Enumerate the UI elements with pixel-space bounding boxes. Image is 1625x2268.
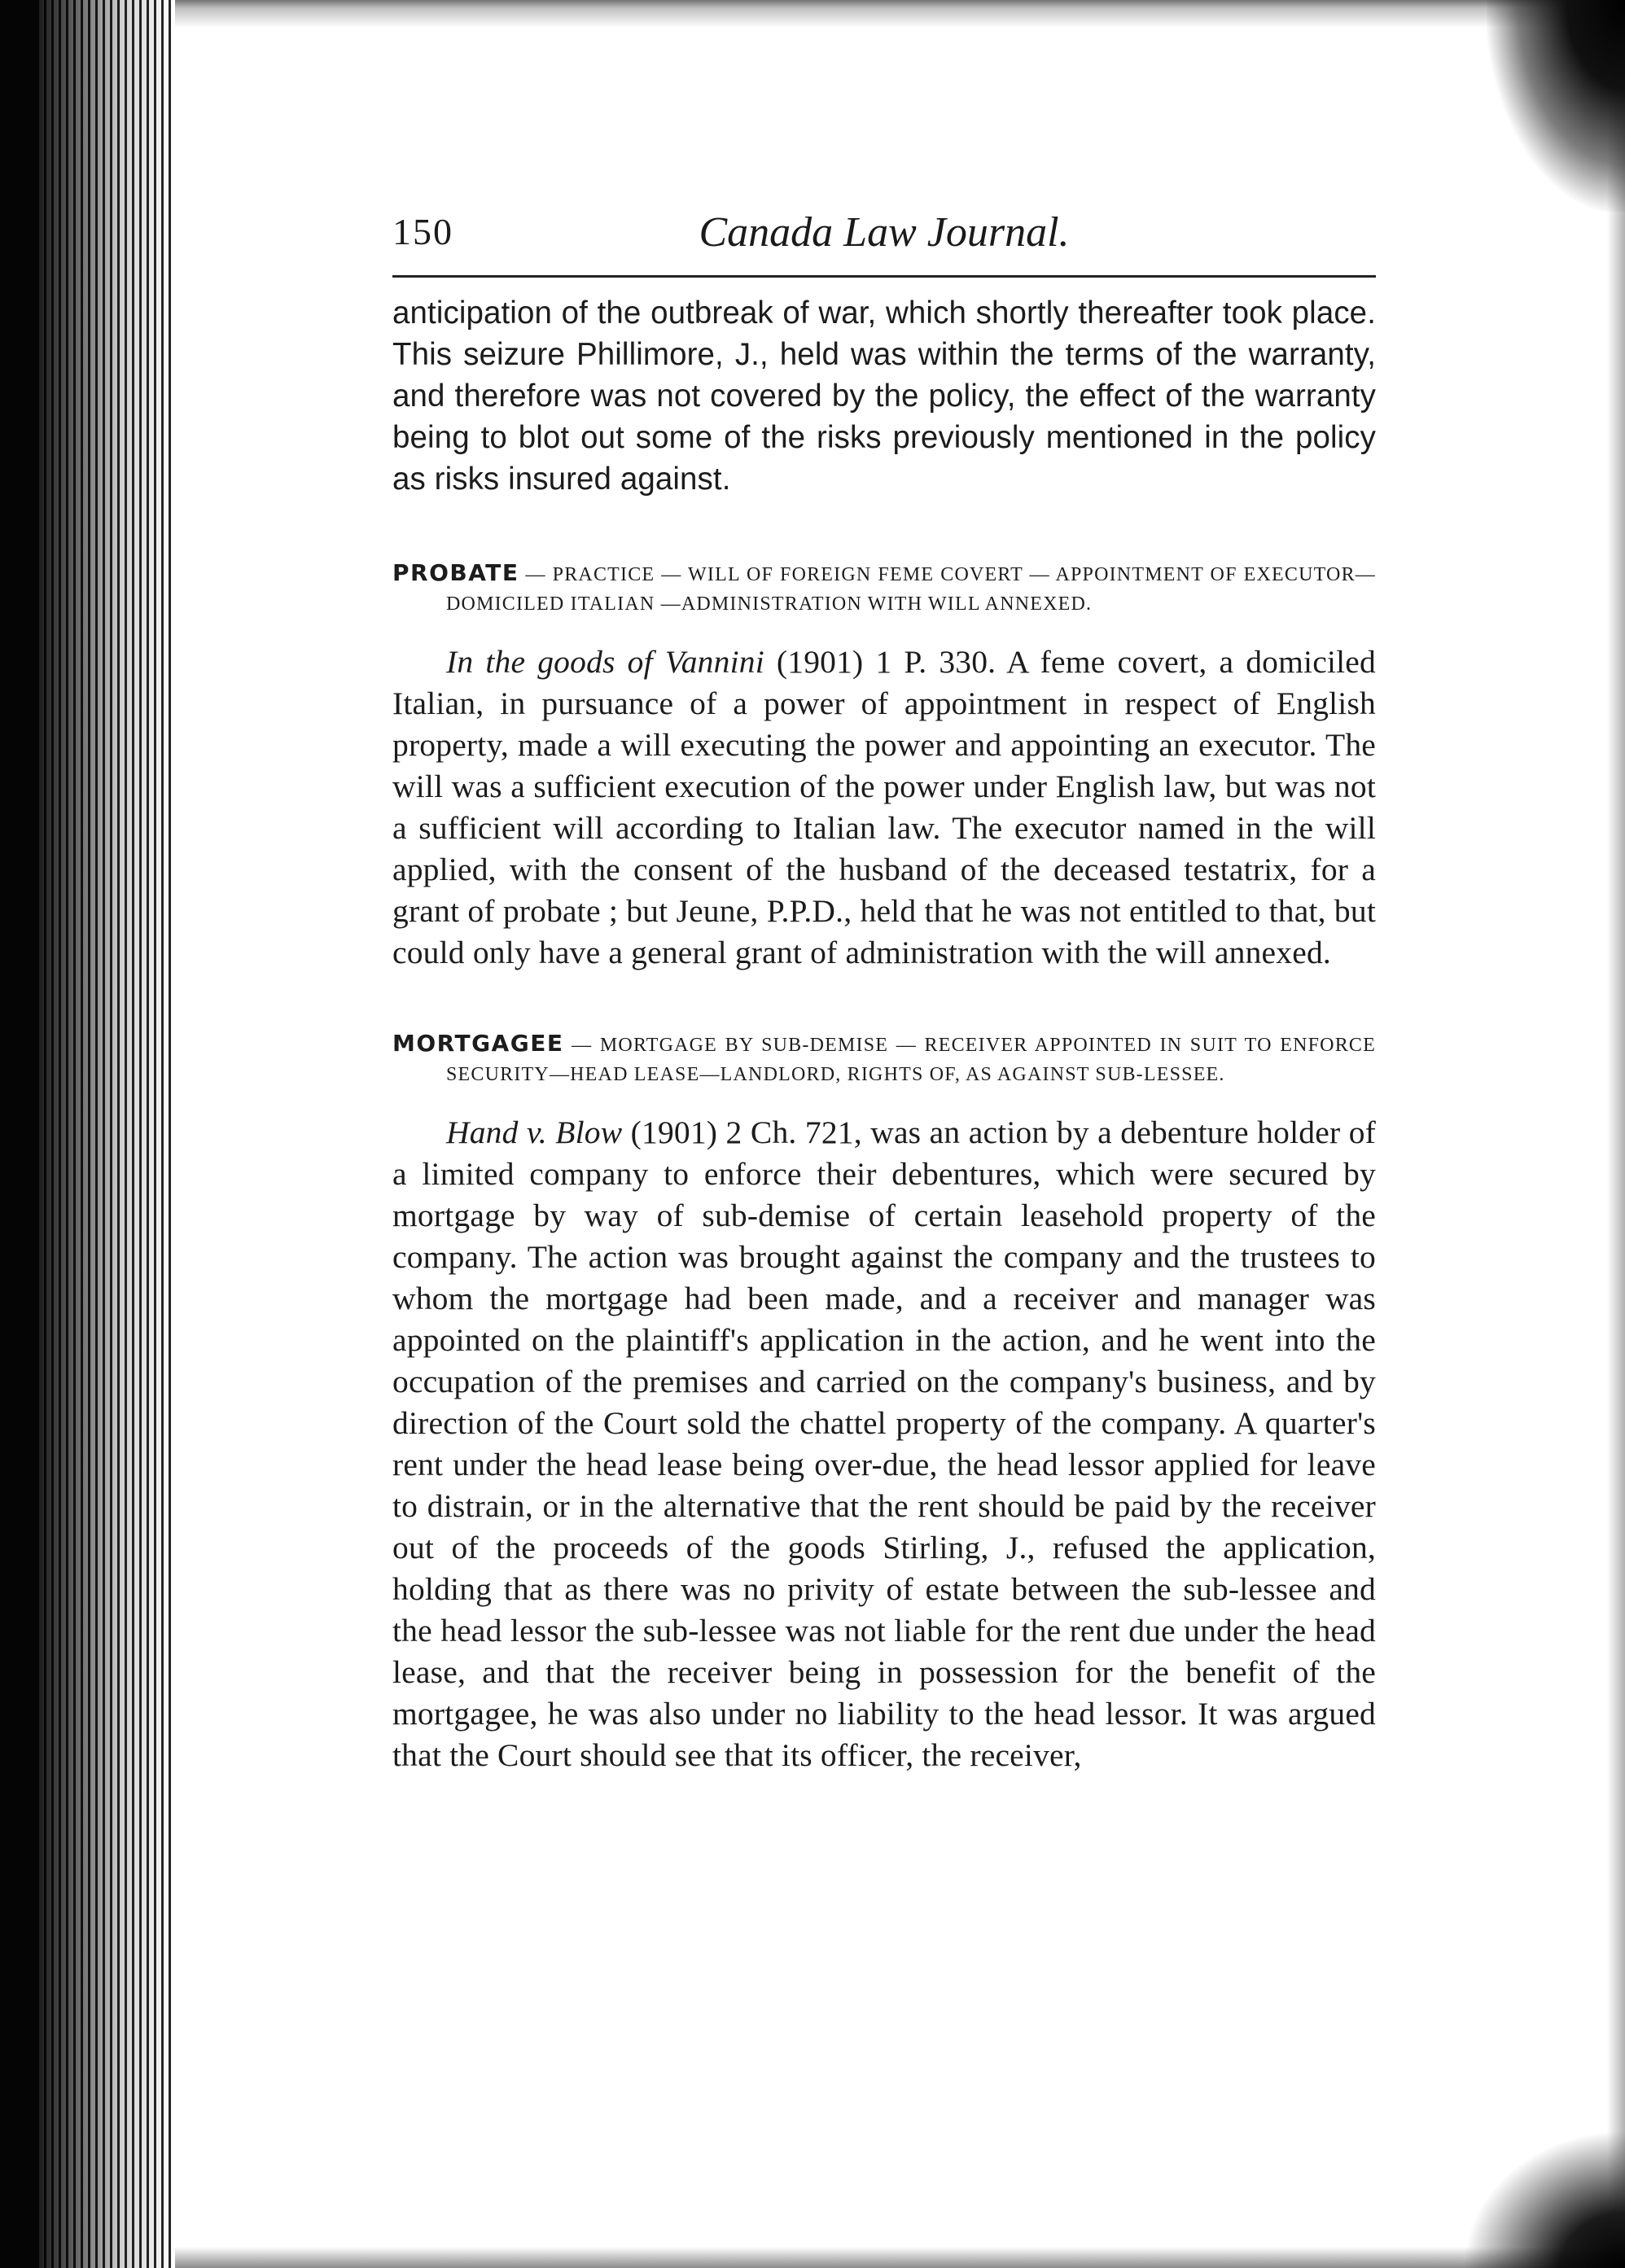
scan-corner-top-right [1487,0,1625,212]
headnote-keyword: PROBATE [392,559,519,586]
paragraph-continued: anticipation of the outbreak of war, which shortly thereafter took place. This seizure Phillimore, J., held was within the terms of the warranty, and therefore was not covered by the policy, the effect of the warranty being to blot out some of the risks previously mentioned in the policy as risks insured against. [392,296,1376,497]
headnote-mortgagee [392,1029,1376,1089]
journal-title: Canada Law Journal. [699,209,1070,256]
case-citation: (1901) 2 Ch. 721, [630,1114,862,1150]
running-head [392,204,1376,278]
case-citation: (1901) 1 P. 330. [776,644,996,680]
page-number: 150 [392,211,453,252]
case-name: Hand v. Blow [446,1114,623,1150]
scan-binding-edge [0,0,39,2268]
headnote-text: — MORTGAGE BY SUB-DEMISE — RECEIVER APPOINTED IN SUIT TO ENFORCE SECURITY—HEAD LEASE—LANDLORD, RIGHTS OF, AS AGAINST SUB-LESSEE. [446,1035,1376,1085]
case-text: A feme covert, a domiciled Italian, in pursuance of a power of appointment in respect of English property, made a will executing the power and appointing an executor. The will was a sufficient execution of the power under English law, but was not a sufficient will according to Italian law. The executor named in the will applied, with the consent of the husband of the deceased testatrix, for a grant of probate ; but Jeune, P.P.D., held that he was not entitled to that, but could only have a general grant of administration with the will annexed. [392,644,1376,970]
scan-right-edge [1607,0,1625,2268]
case-paragraph-vannini [392,641,1376,974]
headnote-text: — PRACTICE — WILL OF FOREIGN FEME COVERT — APPOINTMENT OF EXECUTOR—DOMICILED ITALIAN —ADMINISTRATION WITH WILL ANNEXED. [446,564,1376,615]
case-paragraph-hand-v-blow [392,1112,1376,1776]
case-text: was an action by a debenture holder of a limited company to enforce their debentures, which were secured by mortgage by way of sub-demise of certain leasehold property of the company. The action was brought against the company and the trustees to whom the mortgage had been made, and a receiver and manager was appointed on the plaintiff's application in the action, and he went into the occupation of the premises and carried on the company's business, and by direction of the Court sold the chattel property of the company. A quarter's rent under the head lease being over-due, the head lessor applied for leave to distrain, or in the alternative that the rent should be paid by the receiver out of the proceeds of the goods Stirling, J., refused the application, holding that as there was no privity of estate between the sub-lessee and the head lessor the sub-lessee was not liable for the rent due under the head lease, and that the receiver being in possession for the benefit of the mortgagee, he was also under no liability to the head lessor. It was argued that the Court should see that its officer, the receiver, [392,1114,1376,1773]
scan-top-edge [175,0,1625,28]
case-name: In the goods of Vannini [446,644,764,680]
headnote-probate [392,558,1376,619]
journal-page [392,204,1376,1776]
scan-bottom-edge [175,2247,1625,2268]
headnote-keyword: MORTGAGEE [392,1030,564,1057]
